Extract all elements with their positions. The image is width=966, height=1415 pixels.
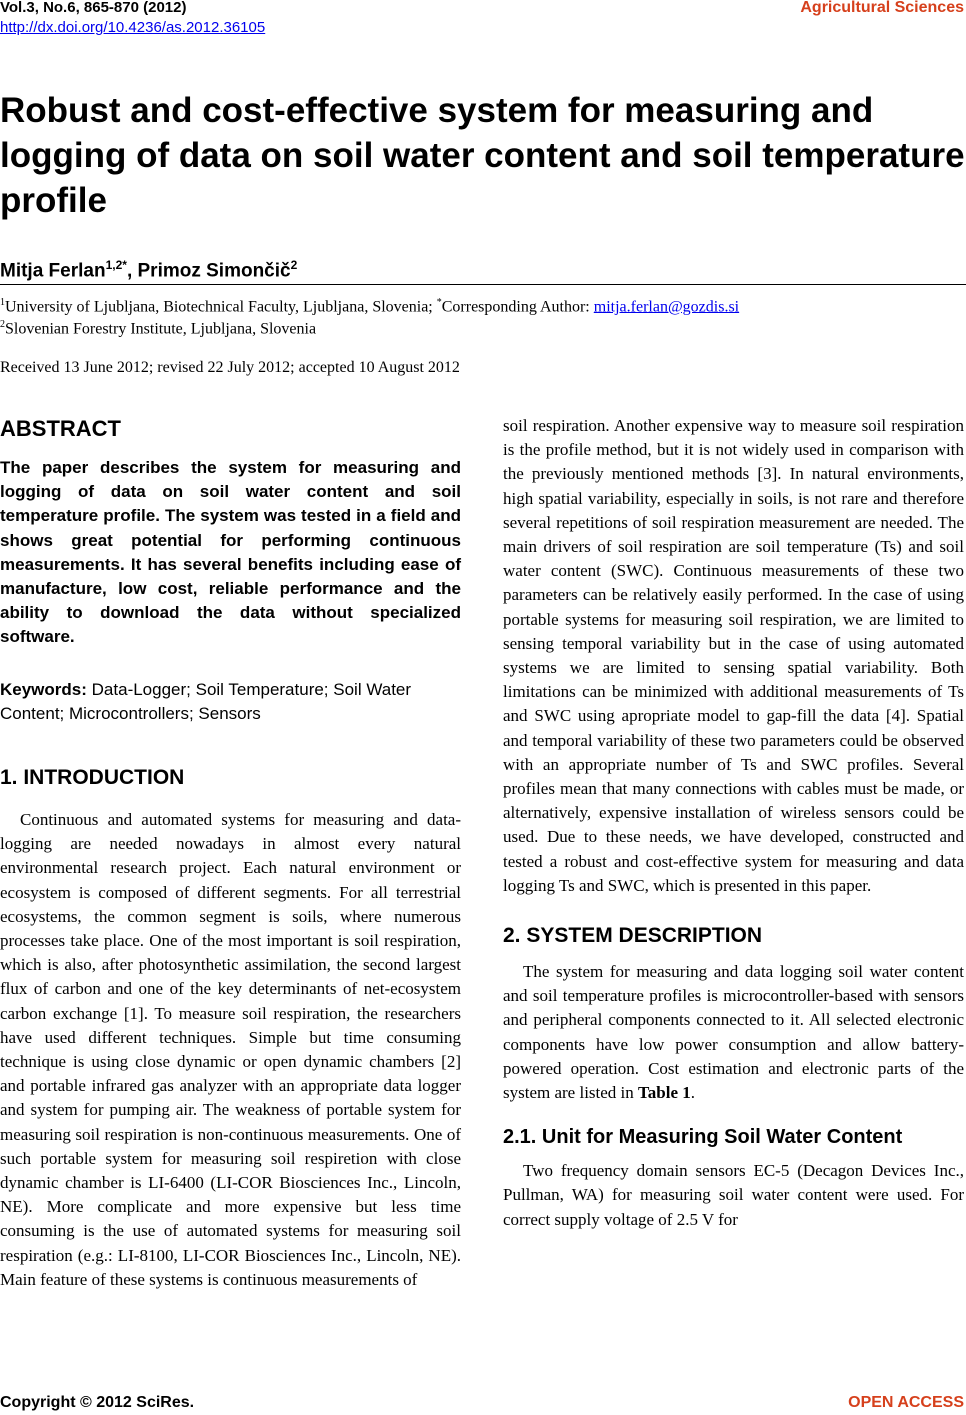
journal-name: Agricultural Sciences [800, 0, 964, 16]
corresponding-label: Corresponding Author: [441, 298, 594, 316]
affiliation-text: University of Ljubljana, Biotechnical Faculty, Ljubljana, Slovenia; [5, 298, 437, 316]
affiliation-mark: 1 [0, 297, 5, 308]
system-description-body: The system for measuring and data logging soil water content and soil temperature profiles is microcontroller-based with sensors and peripheral components connected to it. All selected electronic components have low power consumption and allow battery-powered operation. Cost estimation and electronic parts of the system are listed in [503, 962, 964, 1103]
introduction-text: Continuous and automated systems for measuring and data-logging are needed nowadays in almost every natural environmental research project. Each natural environment or ecosystem is composed of different segments. For all terrestrial ecosystems, the common segment is soils, where numerous processes take place. One of the most important is soil respiration, which is also, after photosynthetic assimilation, the second largest flux of carbon and one of the key determinants of net-ecosystem carbon exchange [1]. To measure soil respiration, the researchers have used different techniques. Simple but time consuming technique is using close dynamic or open dynamic chambers [2] and portable infrared gas analyzer with an appropriate data logger and system for pumping air. The weakness of portable system for measuring soil respiration is non-continuous measurements. One of such portable system for measuring soil respiretion with close dynamic chamber is LI-6400 (LI-COR Biosciences Inc., Lincoln, NE). More complicate and more expensive but less time consuming is the use of automated systems for measuring soil respiration (e.g.: LI-8100, LI-COR Biosciences Inc., Lincoln, NE). Main feature of these systems is continuous measurements of [0, 810, 461, 1289]
author-affiliation-mark: 1,2* [105, 258, 127, 272]
keywords-text: Data-Logger; Soil Temperature; Soil Water Content; Microcontrollers; Sensors [0, 679, 412, 723]
article-title: Robust and cost-effective system for measuring and logging of data on soil water content and soil temperature profile [0, 91, 965, 220]
subsection-heading: 2.1. Unit for Measuring Soil Water Content [503, 1126, 903, 1149]
abstract-heading: ABSTRACT [0, 416, 121, 441]
doi-link[interactable]: http://dx.doi.org/10.4236/as.2012.36105 [0, 19, 266, 36]
system-description-text [503, 960, 964, 1105]
affiliation [0, 315, 316, 339]
author-separator: , [126, 260, 138, 282]
author-name: Primoz Simončič [137, 260, 291, 282]
volume-info: Vol.3, No.6, 865-870 (2012) [0, 0, 187, 16]
copyright-notice: Copyright © 2012 SciRes. [0, 1394, 195, 1411]
subsection-text: Two frequency domain sensors EC-5 (Decagon Devices Inc., Pullman, WA) for measuring soil water content were used. For correct supply voltage of 2.5 V for [503, 1161, 964, 1229]
left-column [0, 414, 461, 1292]
corresponding-mark: * [436, 297, 442, 308]
author-email-link[interactable]: mitja.ferlan@gozdis.si [593, 298, 740, 316]
header-rule [0, 284, 966, 285]
affiliation [0, 293, 739, 317]
keywords [0, 678, 461, 726]
affiliation-mark: 2 [0, 319, 5, 330]
system-description-end: . [690, 1083, 696, 1103]
keywords-label: Keywords: [0, 679, 87, 699]
table-reference: Table 1 [638, 1083, 691, 1103]
introduction-heading: 1. INTRODUCTION [0, 766, 185, 790]
open-access-label: OPEN ACCESS [848, 1394, 964, 1411]
author-affiliation-mark: 2 [290, 258, 298, 272]
received-dates: Received 13 June 2012; revised 22 July 2012; accepted 10 August 2012 [0, 359, 460, 376]
author-name: Mitja Ferlan [0, 260, 106, 282]
author-list [0, 253, 297, 283]
affiliation-text: Slovenian Forestry Institute, Ljubljana, Slovenia [5, 320, 317, 338]
system-description-heading: 2. SYSTEM DESCRIPTION [503, 924, 763, 948]
introduction-text-continued: soil respiration. Another expensive way to measure soil respiration is the profile method, but it is not widely used in comparison with the previously mentioned methods [3]. In natural environments, high spatial variability, especially in soils, is not rare and therefore several repetitions of soil respiration measurement are needed. The main drivers of soil respiration are soil temperature (Ts) and soil water content (SWC). Continuous measurements of these two parameters can be relatively easily performed. In the case of using portable systems for measuring soil respiration, we are limited to sensing temporal variability but in the case of using automated systems we are limited to sensing spatial variability. Both limitations can be minimized with additional measurements of Ts and SWC using apropriate model to gap-fill the data [4]. Spatial and temporal variability of these two parameters could be observed with an appropriate number of Ts and SWC profiles. Several profiles mean that many connections with cables must be made, or alternatively, expensive installation of wireless sensors could be used. Due to these needs, we have developed, constructed and tested a robust and cost-effective system for measuring and data logging Ts and SWC, which is presented in this paper. [503, 416, 964, 895]
right-column [503, 414, 964, 1232]
abstract-text: The paper describes the system for measuring and logging of data on soil water content and soil temperature profile. The system was tested in a field and shows great potential for performing continuous measurements. It has several benefits including ease of manufacture, low cost, reliable performance and the ability to download the data without specialized software. [0, 458, 461, 647]
